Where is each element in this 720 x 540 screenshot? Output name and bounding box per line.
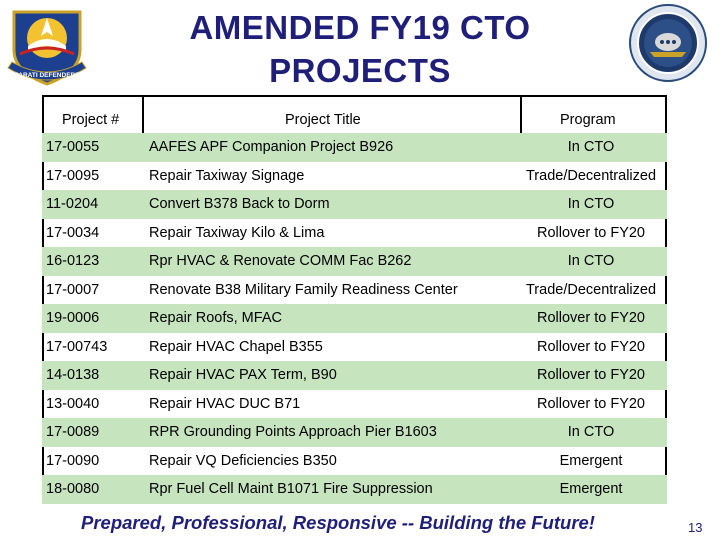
slide-title [140, 6, 580, 92]
program-cell: Rollover to FY20 [537, 338, 645, 355]
program-cell: Rollover to FY20 [537, 310, 645, 327]
project-title-cell: RPR Grounding Points Approach Pier B1603 [149, 424, 437, 441]
project-title-cell: Rpr Fuel Cell Maint B1071 Fire Suppression [149, 481, 433, 498]
project-number-cell: 14-0138 [46, 367, 100, 384]
project-number-cell: 17-0089 [46, 424, 100, 441]
header-divider [520, 97, 522, 135]
svg-text:PARATI DEFENDERE: PARATI DEFENDERE [14, 72, 80, 79]
header-project-title: Project Title [285, 112, 361, 128]
table-row [42, 247, 667, 276]
project-number-cell: 19-0006 [46, 310, 100, 327]
project-number-cell: 11-0204 [46, 196, 99, 213]
project-title-cell: Repair HVAC PAX Term, B90 [149, 367, 337, 384]
table-row [42, 361, 667, 390]
project-title-cell: Rpr HVAC & Renovate COMM Fac B262 [149, 253, 412, 270]
project-title-cell: Renovate B38 Military Family Readiness Center [149, 281, 458, 298]
program-cell: In CTO [567, 253, 615, 270]
table-row [42, 390, 667, 419]
program-cell: In CTO [567, 139, 615, 156]
title-line-2: PROJECTS [269, 52, 451, 89]
table-row [42, 190, 667, 219]
table-row [42, 133, 667, 162]
wing-shield-logo [6, 2, 88, 86]
program-cell: Emergent [559, 452, 623, 469]
header-program: Program [560, 112, 616, 128]
project-number-cell: 17-0034 [46, 224, 100, 241]
table-row [42, 475, 667, 504]
project-title-cell: Repair Roofs, MFAC [149, 310, 282, 327]
project-number-cell: 13-0040 [46, 395, 100, 412]
table-row [42, 304, 667, 333]
header-divider [142, 97, 144, 135]
program-cell: Rollover to FY20 [537, 367, 645, 384]
project-title-cell: Repair Taxiway Signage [149, 167, 305, 184]
project-title-cell: Repair Taxiway Kilo & Lima [149, 224, 325, 241]
project-number-cell: 17-0007 [46, 281, 100, 298]
project-title-cell: Convert B378 Back to Dorm [149, 196, 330, 213]
table-row [42, 333, 667, 362]
footer-slogan: Prepared, Professional, Responsive -- Building the Future! [81, 512, 595, 533]
project-title-cell: Repair HVAC Chapel B355 [149, 338, 323, 355]
table-row [42, 447, 667, 476]
project-number-cell: 17-0090 [46, 452, 100, 469]
program-cell: Emergent [559, 481, 623, 498]
page-number: 13 [688, 520, 703, 535]
project-number-cell: 17-00743 [46, 338, 108, 355]
table-row [42, 162, 667, 191]
project-title-cell: Repair HVAC DUC B71 [149, 395, 301, 412]
program-cell: In CTO [567, 196, 615, 213]
table-row [42, 276, 667, 305]
project-number-cell: 18-0080 [46, 481, 100, 498]
program-cell: Rollover to FY20 [537, 224, 645, 241]
project-number-cell: 16-0123 [46, 253, 100, 270]
projects-table-body [42, 133, 667, 504]
project-title-cell: AAFES APF Companion Project B926 [149, 139, 394, 156]
table-row [42, 418, 667, 447]
program-cell: Rollover to FY20 [537, 395, 645, 412]
project-title-cell: Repair VQ Deficiencies B350 [149, 452, 337, 469]
program-cell: Trade/Decentralized [525, 281, 657, 298]
table-row [42, 219, 667, 248]
project-number-cell: 17-0055 [46, 139, 100, 156]
program-cell: Trade/Decentralized [525, 167, 657, 184]
program-cell: In CTO [567, 424, 615, 441]
command-seal-logo [628, 2, 708, 84]
title-line-1: AMENDED FY19 CTO [189, 9, 531, 46]
header-project-number: Project # [62, 112, 120, 128]
project-number-cell: 17-0095 [46, 167, 100, 184]
